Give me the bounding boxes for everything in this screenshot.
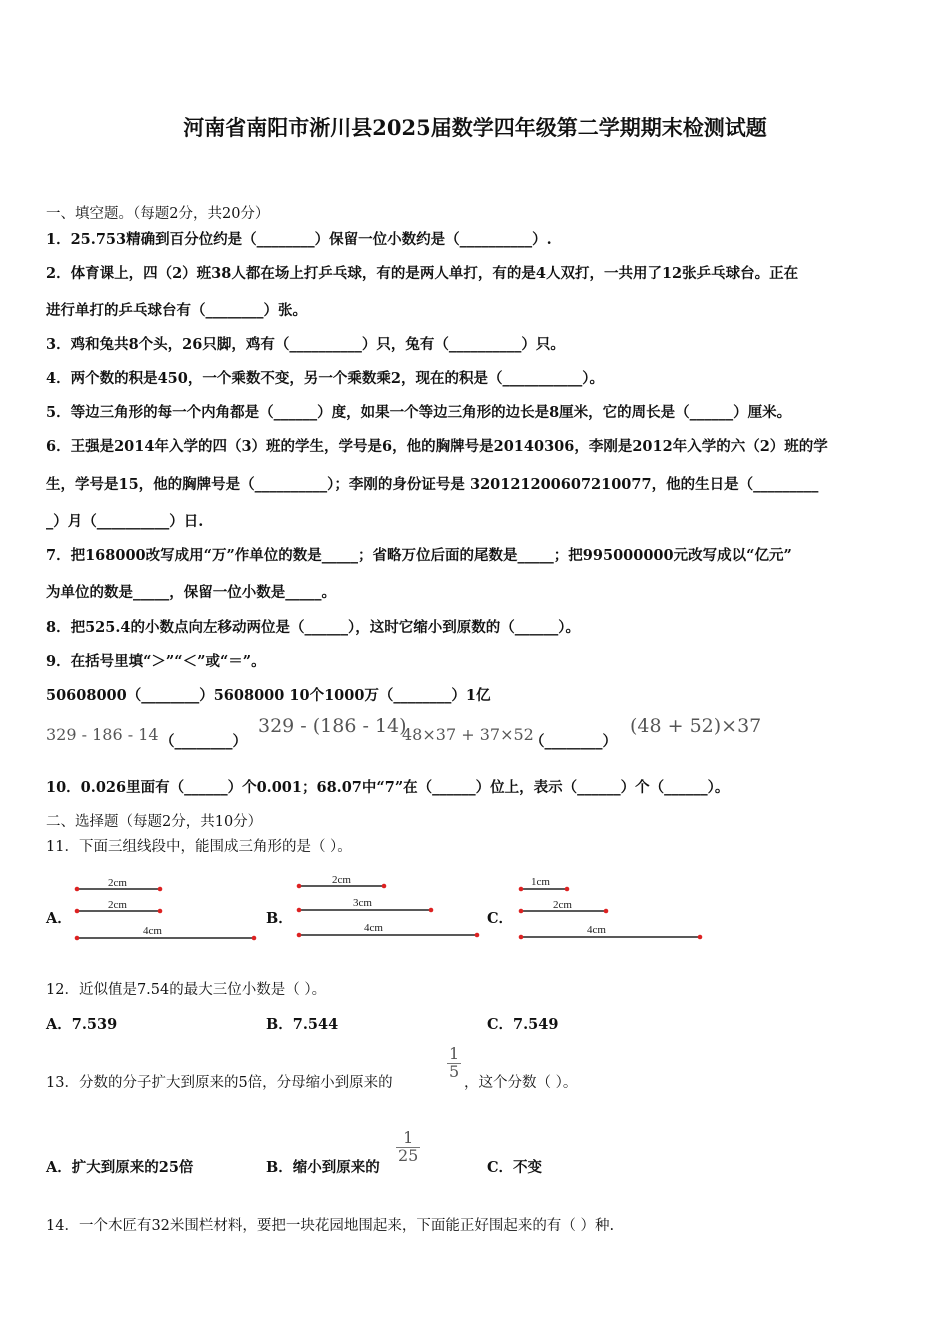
question-10: 10．0.026里面有（______）个0.001；68.07中“7”在（______）位上，表示（______）个（______）。 xyxy=(46,779,730,796)
q12-option-a: A．7.539 xyxy=(46,1016,118,1033)
segment-b1-label: 2cm xyxy=(332,874,351,886)
endpoint xyxy=(565,887,570,892)
question-13-text-end: ，这个分数（ ）。 xyxy=(464,1075,578,1091)
endpoint xyxy=(252,936,257,941)
question-5: 5．等边三角形的每一个内角都是（______）度，如果一个等边三角形的边长是8厘米，它的周长是（______）厘米。 xyxy=(46,404,792,421)
option-a-label: A． xyxy=(46,910,72,927)
segment-b3-label: 4cm xyxy=(364,922,383,934)
question-13-text: 13．分数的分子扩大到原来的5倍，分母缩小到原来的 xyxy=(46,1075,393,1091)
answer-blank-1: （________） xyxy=(160,733,247,750)
fraction-one-fifth xyxy=(447,1046,461,1081)
segment-group-c xyxy=(519,876,703,939)
expression-3: 48×37 + 37×52 xyxy=(402,725,534,744)
fraction-numerator: 1 xyxy=(449,1044,460,1063)
endpoint xyxy=(475,933,480,938)
question-12: 12．近似值是7.54的最大三位小数是（ ）。 xyxy=(46,982,327,998)
endpoint xyxy=(297,908,302,913)
question-2-line1: 2．体育课上，四（2）班38人都在场上打乒乓球，有的是两人单打，有的是4人双打，一共用了12张乒乓球台。正在 xyxy=(46,265,799,282)
segment-a1-label: 2cm xyxy=(108,877,127,889)
q13-option-b: B．缩小到原来的 xyxy=(266,1159,380,1176)
fraction-denominator: 25 xyxy=(398,1145,419,1165)
q13-option-a: A．扩大到原来的25倍 xyxy=(46,1159,194,1176)
segment-a2-label: 2cm xyxy=(108,899,127,911)
segment-group-b xyxy=(297,874,480,937)
question-6-line1: 6．王强是2014年入学的四（3）班的学生，学号是6，他的胸牌号是20140306，李刚是2012年入学的六（2）班的学 xyxy=(46,438,828,455)
question-8: 8．把525.4的小数点向左移动两位是（______），这时它缩小到原数的（______）。 xyxy=(46,619,580,636)
segment-group-a xyxy=(75,877,257,940)
endpoint xyxy=(158,887,163,892)
question-6-line3: _）月（__________）日. xyxy=(46,513,204,530)
question-1: 1．25.753精确到百分位约是（________）保留一位小数约是（__________）. xyxy=(46,231,552,248)
expression-2: 329 - (186 - 14) xyxy=(258,715,407,737)
question-7-line2: 为单位的数是_____，保留一位小数是_____。 xyxy=(46,584,336,601)
option-b-label: B． xyxy=(266,910,293,927)
fraction-denominator: 5 xyxy=(449,1061,460,1081)
q13-option-c: C．不变 xyxy=(487,1159,543,1176)
endpoint xyxy=(698,935,703,940)
endpoint xyxy=(158,909,163,914)
q12-option-c: C．7.549 xyxy=(487,1016,559,1033)
question-6-line2: 生，学号是15，他的胸牌号是（__________）；李刚的身份证号是 320121200607210077，他的生日是（_________ xyxy=(46,476,819,493)
fraction-one-twentyfifth xyxy=(396,1130,420,1165)
question-14: 14．一个木匠有32米围栏材料，要把一块花园地围起来，下面能正好围起来的有（ ）种. xyxy=(46,1218,615,1234)
segment-c1-label: 1cm xyxy=(531,876,550,888)
question-9-compare-line: 50608000（________）5608000 10个1000万（________）1亿 xyxy=(46,687,491,704)
segment-b2-label: 3cm xyxy=(353,897,372,909)
expression-4: (48 + 52)×37 xyxy=(630,715,762,737)
question-9: 9．在括号里填“＞”“＜”或“＝”。 xyxy=(46,653,266,670)
option-c-label: C． xyxy=(487,910,514,927)
page-title: 河南省南阳市淅川县2025届数学四年级第二学期期末检测试题 xyxy=(183,115,767,140)
expression-1: 329 - 186 - 14 xyxy=(46,725,159,744)
endpoint xyxy=(75,909,80,914)
line-segment-figures xyxy=(0,860,950,955)
answer-blank-2: （________） xyxy=(530,733,617,750)
endpoint xyxy=(519,909,524,914)
question-4: 4．两个数的积是450，一个乘数不变，另一个乘数乘2，现在的积是（___________）。 xyxy=(46,370,604,387)
question-3: 3．鸡和兔共8个头，26只脚，鸡有（__________）只，兔有（__________）只。 xyxy=(46,336,565,353)
endpoint xyxy=(382,884,387,889)
endpoint xyxy=(297,933,302,938)
endpoint xyxy=(519,887,524,892)
fraction-numerator: 1 xyxy=(403,1128,414,1147)
endpoint xyxy=(75,887,80,892)
endpoint xyxy=(297,884,302,889)
section-fill-blank: 一、填空题。（每题2分，共20分） xyxy=(46,206,270,222)
endpoint xyxy=(519,935,524,940)
endpoint xyxy=(75,936,80,941)
segment-c3-label: 4cm xyxy=(587,924,606,936)
segment-a3-label: 4cm xyxy=(143,925,162,937)
endpoint xyxy=(429,908,434,913)
segment-c2-label: 2cm xyxy=(553,899,572,911)
endpoint xyxy=(604,909,609,914)
section-multiple-choice: 二、选择题（每题2分，共10分） xyxy=(46,814,263,830)
q12-option-b: B．7.544 xyxy=(266,1016,339,1033)
question-7-line1: 7．把168000改写成用“万”作单位的数是_____；省略万位后面的尾数是_____；把995000000元改写成以“亿元” xyxy=(46,547,792,564)
question-11: 11．下面三组线段中，能围成三角形的是（ ）。 xyxy=(46,839,352,855)
question-2-line2: 进行单打的乒乓球台有（________）张。 xyxy=(46,302,307,319)
